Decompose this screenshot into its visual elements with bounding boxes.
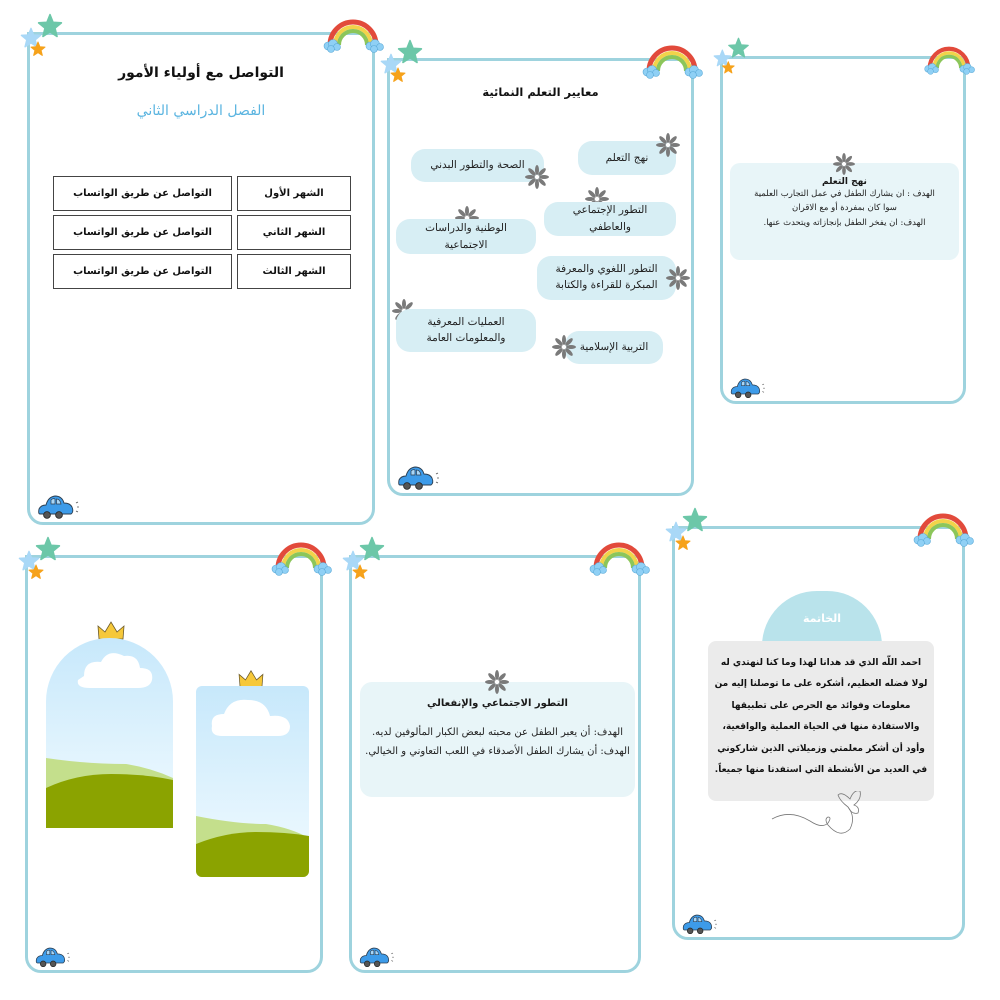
star-icon	[352, 564, 368, 580]
star-icon	[390, 67, 406, 83]
communication-table	[53, 176, 351, 293]
conclusion-line: معلومات وفوائد مع الحرص على تطبيقها	[731, 700, 911, 711]
standard-language-literacy	[537, 256, 676, 300]
card-parents-communication	[27, 32, 375, 525]
month-cell: الشهر الأول	[237, 176, 351, 211]
car-icon	[729, 374, 769, 399]
stars-decoration	[342, 536, 392, 586]
goal-line: الهدف: أن يشارك الطفل الأصدقاء في اللعب التعاوني و الخيالي.	[365, 746, 630, 757]
star-icon	[35, 536, 61, 562]
standard-social-emotional: التطور الإجتماعي والعاطفي	[544, 202, 676, 236]
flower-icon	[485, 670, 509, 694]
car-icon	[396, 461, 444, 491]
card-conclusion	[672, 526, 965, 940]
method-cell: التواصل عن طريق الواتساب	[53, 254, 232, 289]
car-icon	[34, 943, 74, 968]
conclusion-line: والاستفادة منها في الحياة العملية والواقعية،	[722, 722, 920, 733]
star-icon	[682, 507, 708, 533]
standard-language-line2: المبكرة للقراءة والكتابة	[555, 279, 658, 291]
conclusion-textbox	[708, 641, 934, 801]
standard-language-line1: التطور اللغوي والمعرفة	[555, 263, 658, 276]
card-developmental-standards	[387, 58, 694, 496]
flower-icon	[552, 335, 576, 359]
star-icon	[722, 61, 736, 75]
conclusion-line: في العديد من الأنشطة التي استفدنا منها جميعاً.	[714, 765, 928, 776]
flower-icon	[525, 165, 549, 189]
conclusion-line: احمد اللّه الذي قد هدانا لهذا وما كنا لنهتدي له	[720, 658, 922, 668]
stars-decoration	[713, 37, 756, 80]
stars-decoration	[380, 39, 430, 89]
star-icon	[30, 41, 46, 57]
star-icon	[727, 37, 749, 59]
method-cell: التواصل عن طريق الواتساب	[53, 215, 232, 250]
car-icon	[681, 910, 721, 935]
flower-icon	[833, 153, 855, 175]
rainbow-icon	[912, 507, 974, 547]
conclusion-title-dome: الخاتمة	[762, 591, 882, 646]
conclusion-line: وأود أن أشكر معلمتي وزميلاتي الذين شاركوني	[717, 743, 925, 754]
star-icon	[28, 564, 44, 580]
page-title: التواصل مع أولياء الأمور	[118, 65, 284, 81]
month-cell: الشهر الثاني	[237, 215, 351, 250]
page-title: معايير التعلم النمائية	[482, 85, 599, 99]
rainbow-icon	[923, 41, 975, 75]
butterfly-icon	[770, 791, 870, 851]
rainbow-icon	[641, 39, 703, 79]
car-icon	[36, 490, 84, 520]
panel-title: نهج التعلم	[822, 177, 867, 187]
standard-cognitive-line2: والمعلومات العامة	[426, 331, 506, 344]
flower-icon	[656, 133, 680, 157]
goal-line: الهدف: أن يعبر الطفل عن محبته لبعض الكبار المألوفين لديه.	[371, 727, 623, 738]
table-row	[53, 215, 351, 250]
social-emotional-panel	[360, 682, 635, 797]
goal-line: سوا كان بمفردة أو مع الاقران	[792, 203, 897, 214]
card-photo-frames	[25, 555, 323, 973]
panel-title: التطور الاجتماعي والإنفعالي	[427, 698, 568, 709]
table-row	[53, 254, 351, 289]
rect-photo-frame	[196, 686, 309, 877]
star-icon	[397, 39, 423, 65]
standard-islamic-education: التربية الإسلامية	[565, 331, 663, 364]
goal-line: الهدف : ان يشارك الطفل في عمل التجارب العلمية	[754, 189, 935, 199]
standard-national-social-studies: الوطنية والدراسات الاجتماعية	[396, 219, 536, 254]
rainbow-icon	[270, 536, 332, 576]
standard-learning-approach: نهج التعلم	[578, 141, 676, 175]
standard-health-physical: الصحة والتطور البدني	[411, 149, 544, 182]
stars-decoration	[18, 536, 68, 586]
learning-approach-panel	[730, 163, 959, 260]
card-social-emotional	[349, 555, 641, 973]
rainbow-icon	[322, 13, 384, 53]
month-cell: الشهر الثالث	[237, 254, 351, 289]
conclusion-line: لولا فضله العظيم، أشكره على ما توصلنا إليه من	[714, 679, 928, 690]
car-icon	[358, 943, 398, 968]
stars-decoration	[665, 507, 715, 557]
standard-cognitive-line1: العمليات المعرفية	[427, 315, 505, 328]
star-icon	[359, 536, 385, 562]
arch-photo-frame	[46, 638, 173, 828]
rainbow-icon	[588, 536, 650, 576]
stars-decoration	[20, 13, 70, 63]
standard-cognitive-general	[396, 309, 536, 352]
card-learning-approach	[720, 56, 966, 404]
star-icon	[675, 535, 691, 551]
flower-icon	[666, 266, 690, 290]
goal-line: الهدف: ان يفخر الطفل بإنجازاته ويتحدث عنها.	[763, 217, 926, 228]
method-cell: التواصل عن طريق الواتساب	[53, 176, 232, 211]
table-row	[53, 176, 351, 211]
star-icon	[37, 13, 63, 39]
semester-subtitle: الفصل الدراسي الثاني	[136, 103, 266, 119]
